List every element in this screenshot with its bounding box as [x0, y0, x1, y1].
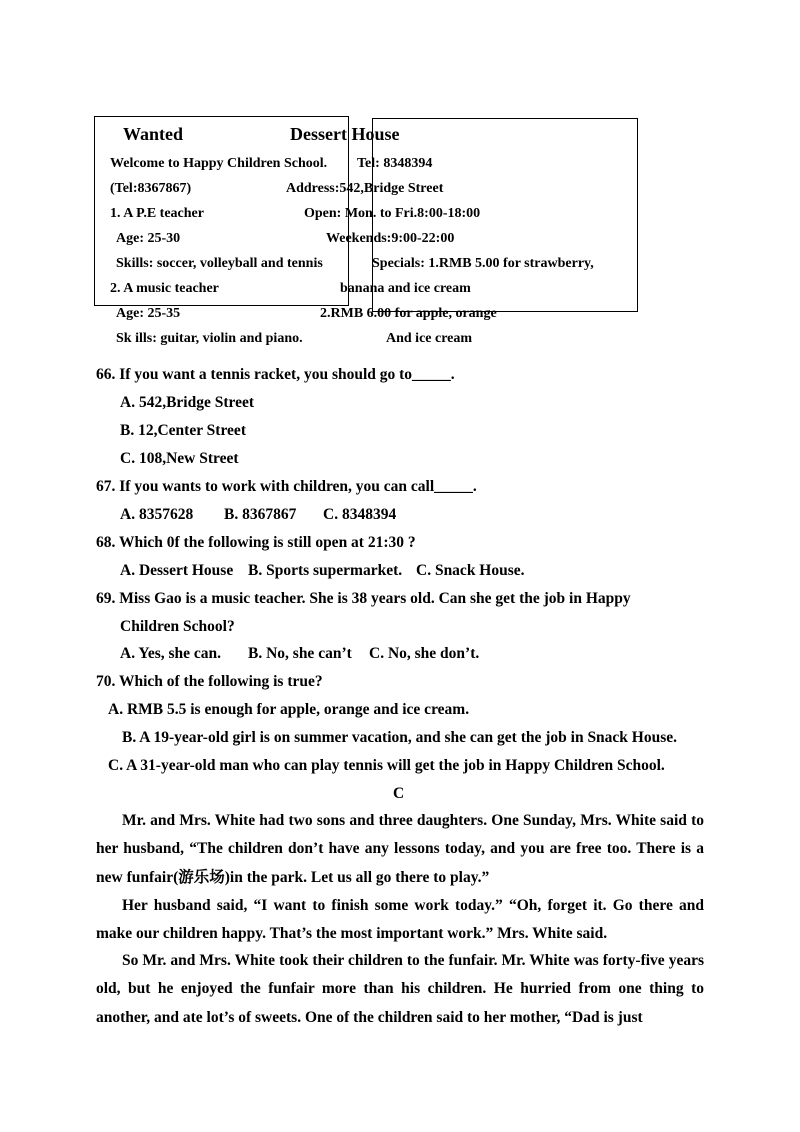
question-69-line-1: 69. Miss Gao is a music teacher. She is 38 years old. Can she get the job in Happy: [96, 590, 631, 607]
question-66: 66. If you want a tennis racket, you should go to_____.: [96, 366, 455, 383]
dessert-address: Address:542,Bridge Street: [286, 181, 444, 196]
wanted-item-2: 2. A music teacher: [110, 281, 219, 296]
dessert-specials-2: 2.RMB 6.00 for apple, orange: [320, 306, 497, 321]
wanted-age-2: Age: 25-35: [116, 306, 181, 321]
passage-text-3: So Mr. and Mrs. White took their children to the funfair. Mr. White was forty-five years old, but he enjoyed the funfair more than his children. He hurried from one thing to another, and ate lot’s of sweets. One of the children said to her mother, “Dad is just: [96, 952, 704, 1026]
question-70: 70. Which of the following is true?: [96, 673, 323, 690]
question-68: 68. Which 0f the following is still open at 21:30 ?: [96, 534, 416, 551]
passage-text-1: Mr. and Mrs. White had two sons and three daughters. One Sunday, Mrs. White said to her husband, “The children don’t have any lessons today, and you are free too. There is a new funfair(游乐场)in the park. Let us all go there to play.”: [96, 812, 704, 886]
question-67: 67. If you wants to work with children, you can call_____.: [96, 478, 477, 495]
q68-option-b: B. Sports supermarket.: [248, 562, 403, 579]
q70-option-b: B. A 19-year-old girl is on summer vacation, and she can get the job in Snack House.: [122, 729, 678, 746]
dessert-weekends: Weekends:9:00-22:00: [326, 231, 455, 246]
wanted-age-1: Age: 25-30: [116, 231, 181, 246]
passage-paragraph-3: [96, 947, 704, 1032]
q67-option-b: B. 8367867: [224, 506, 297, 523]
wanted-title: Wanted: [123, 124, 184, 144]
q69-option-c: C. No, she don’t.: [369, 645, 480, 662]
q67-option-a: A. 8357628: [120, 506, 194, 523]
dessert-specials-1b: banana and ice cream: [340, 281, 471, 296]
dessert-tel: Tel: 8348394: [357, 156, 433, 171]
q70-option-c: C. A 31-year-old man who can play tennis will get the job in Happy Children School.: [108, 757, 665, 774]
wanted-welcome: Welcome to Happy Children School.: [110, 156, 328, 171]
passage-text-2: Her husband said, “I want to finish some work today.” “Oh, forget it. Go there and make our children happy. That’s the most important work.” Mrs. White said.: [96, 897, 704, 943]
q68-option-a: A. Dessert House: [120, 562, 234, 579]
q67-option-c: C. 8348394: [323, 506, 397, 523]
wanted-item-1: 1. A P.E teacher: [110, 206, 204, 221]
q66-option-c: C. 108,New Street: [120, 450, 239, 467]
passage-paragraph-2: [96, 892, 704, 949]
dessert-open: Open: Mon. to Fri.8:00-18:00: [304, 206, 481, 221]
q66-option-a: A. 542,Bridge Street: [120, 394, 255, 411]
passage-paragraph-1: [96, 807, 704, 892]
q66-option-b: B. 12,Center Street: [120, 422, 246, 439]
q69-option-a: A. Yes, she can.: [120, 645, 222, 662]
wanted-tel: (Tel:8367867): [110, 181, 192, 196]
q69-option-b: B. No, she can’t: [248, 645, 352, 662]
question-69-line-2: Children School?: [120, 618, 235, 635]
dessert-specials-2b: And ice cream: [386, 331, 473, 346]
wanted-skills-2: Sk ills: guitar, violin and piano.: [116, 331, 303, 346]
section-heading: C: [393, 785, 405, 802]
wanted-skills-1: Skills: soccer, volleyball and tennis: [116, 256, 323, 271]
q70-option-a: A. RMB 5.5 is enough for apple, orange and ice cream.: [108, 701, 470, 718]
q68-option-c: C. Snack House.: [416, 562, 525, 579]
dessert-title: Dessert House: [290, 124, 400, 144]
dessert-specials-1: Specials: 1.RMB 5.00 for strawberry,: [372, 256, 594, 271]
